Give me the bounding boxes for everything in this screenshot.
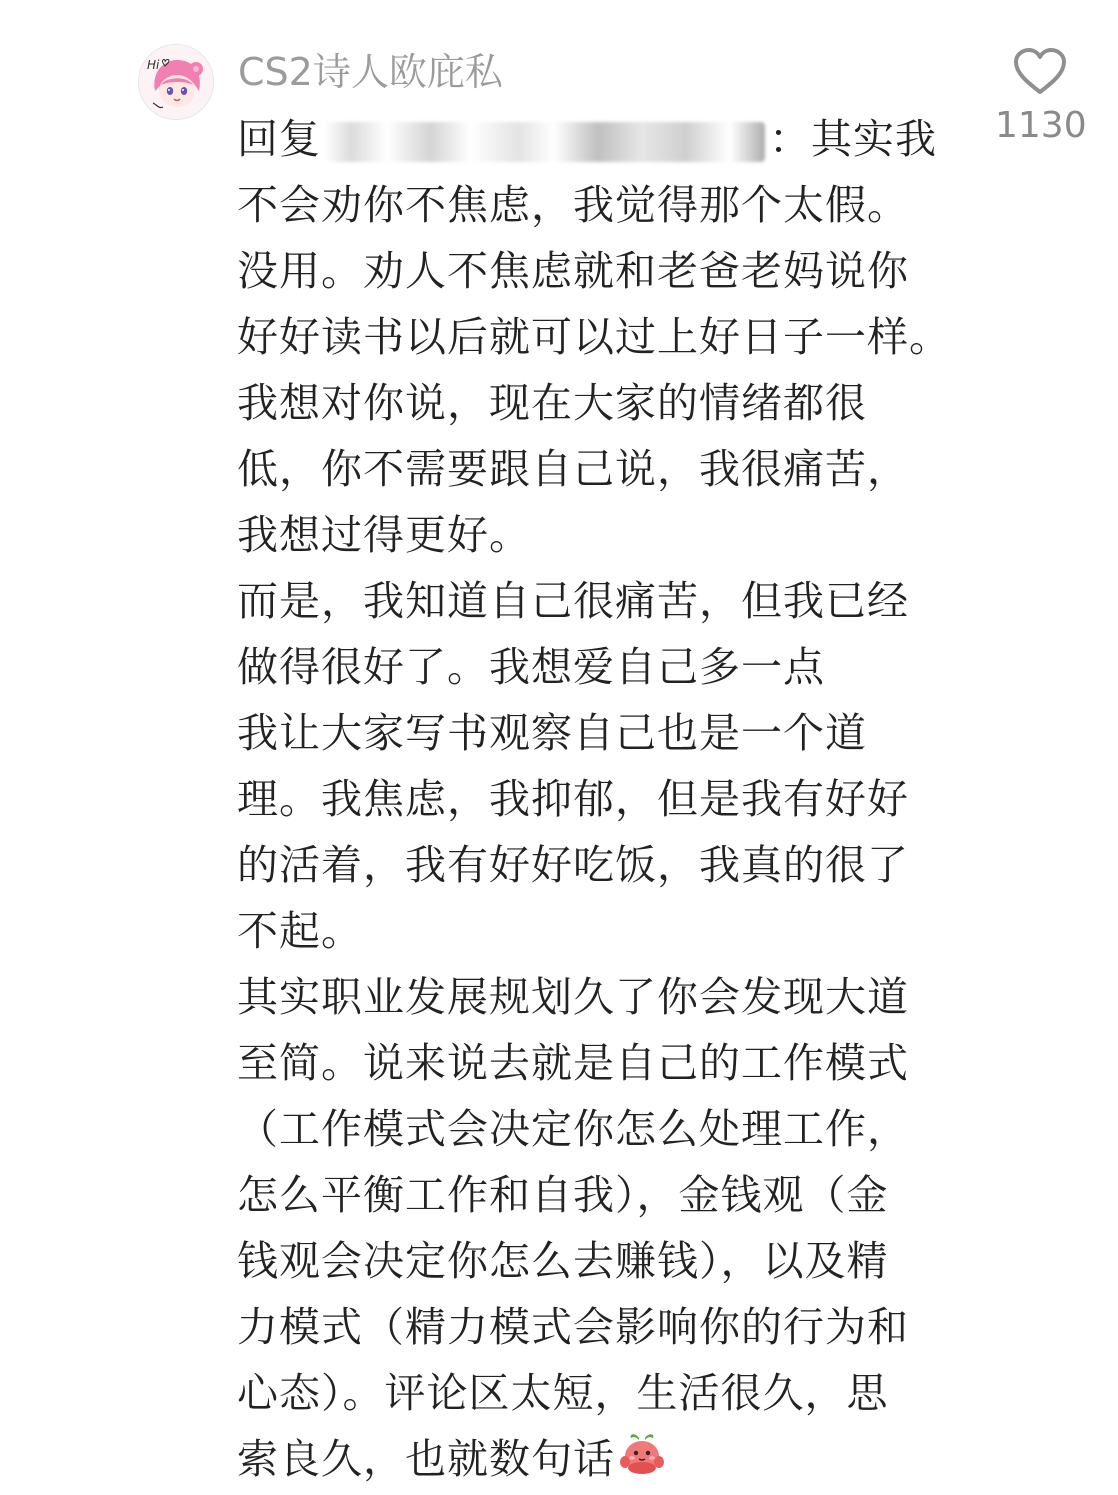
comment-last-line [237, 1426, 997, 1492]
peach-emoji-icon [617, 1429, 667, 1495]
comment-line: 怎么平衡工作和自我），金钱观（金 [237, 1171, 889, 1219]
comment-line: 钱观会决定你怎么去赚钱），以及精 [237, 1237, 889, 1285]
comment-line: 而是，我知道自己很痛苦，但我已经 [237, 577, 909, 625]
comment-line: 的活着，我有好好吃饭，我真的很了 [237, 841, 909, 889]
username[interactable]: CS2诗人欧庇私 [238, 50, 503, 94]
reply-suffix: ：其实我 [769, 115, 937, 163]
comment-line: 好好读书以后就可以过上好日子一样。 [237, 313, 951, 361]
comment-line: 不起。 [237, 907, 363, 955]
avatar-illustration [139, 45, 213, 119]
comment-line: 理。我焦虑，我抑郁，但是我有好好 [237, 775, 909, 823]
redacted-username [325, 122, 765, 162]
comment-line: 心态）。评论区太短，生活很久，思 [237, 1369, 889, 1417]
comment-line: 我想过得更好。 [237, 511, 531, 559]
comment-line: 低，你不需要跟自己说，我很痛苦， [237, 445, 909, 493]
comment-line: 不会劝你不焦虑，我觉得那个太假。 [237, 181, 909, 229]
comment-line: 没用。劝人不焦虑就和老爸老妈说你 [237, 247, 909, 295]
comment-line: 至简。说来说去就是自己的工作模式 [237, 1039, 909, 1087]
comment-line: （工作模式会决定你怎么处理工作， [237, 1105, 909, 1153]
comment-line: 我让大家写书观察自己也是一个道 [237, 709, 867, 757]
comment-line: 力模式（精力模式会影响你的行为和 [237, 1303, 909, 1351]
like-count: 1130 [995, 105, 1087, 146]
last-line-text: 索良久，也就数句话 [237, 1435, 615, 1483]
comment-line: 做得很好了。我想爱自己多一点 [237, 643, 825, 691]
svg-text:Hi: Hi [147, 58, 160, 72]
comment-line: 其实职业发展规划久了你会发现大道 [237, 973, 909, 1021]
user-avatar[interactable] [138, 44, 214, 120]
reply-line [237, 106, 997, 172]
reply-prefix: 回复 [237, 115, 321, 163]
comment-body [237, 106, 997, 1492]
heart-icon[interactable] [1013, 48, 1067, 96]
comment-line: 我想对你说，现在大家的情绪都很 [237, 379, 867, 427]
like-area[interactable] [995, 48, 1085, 148]
